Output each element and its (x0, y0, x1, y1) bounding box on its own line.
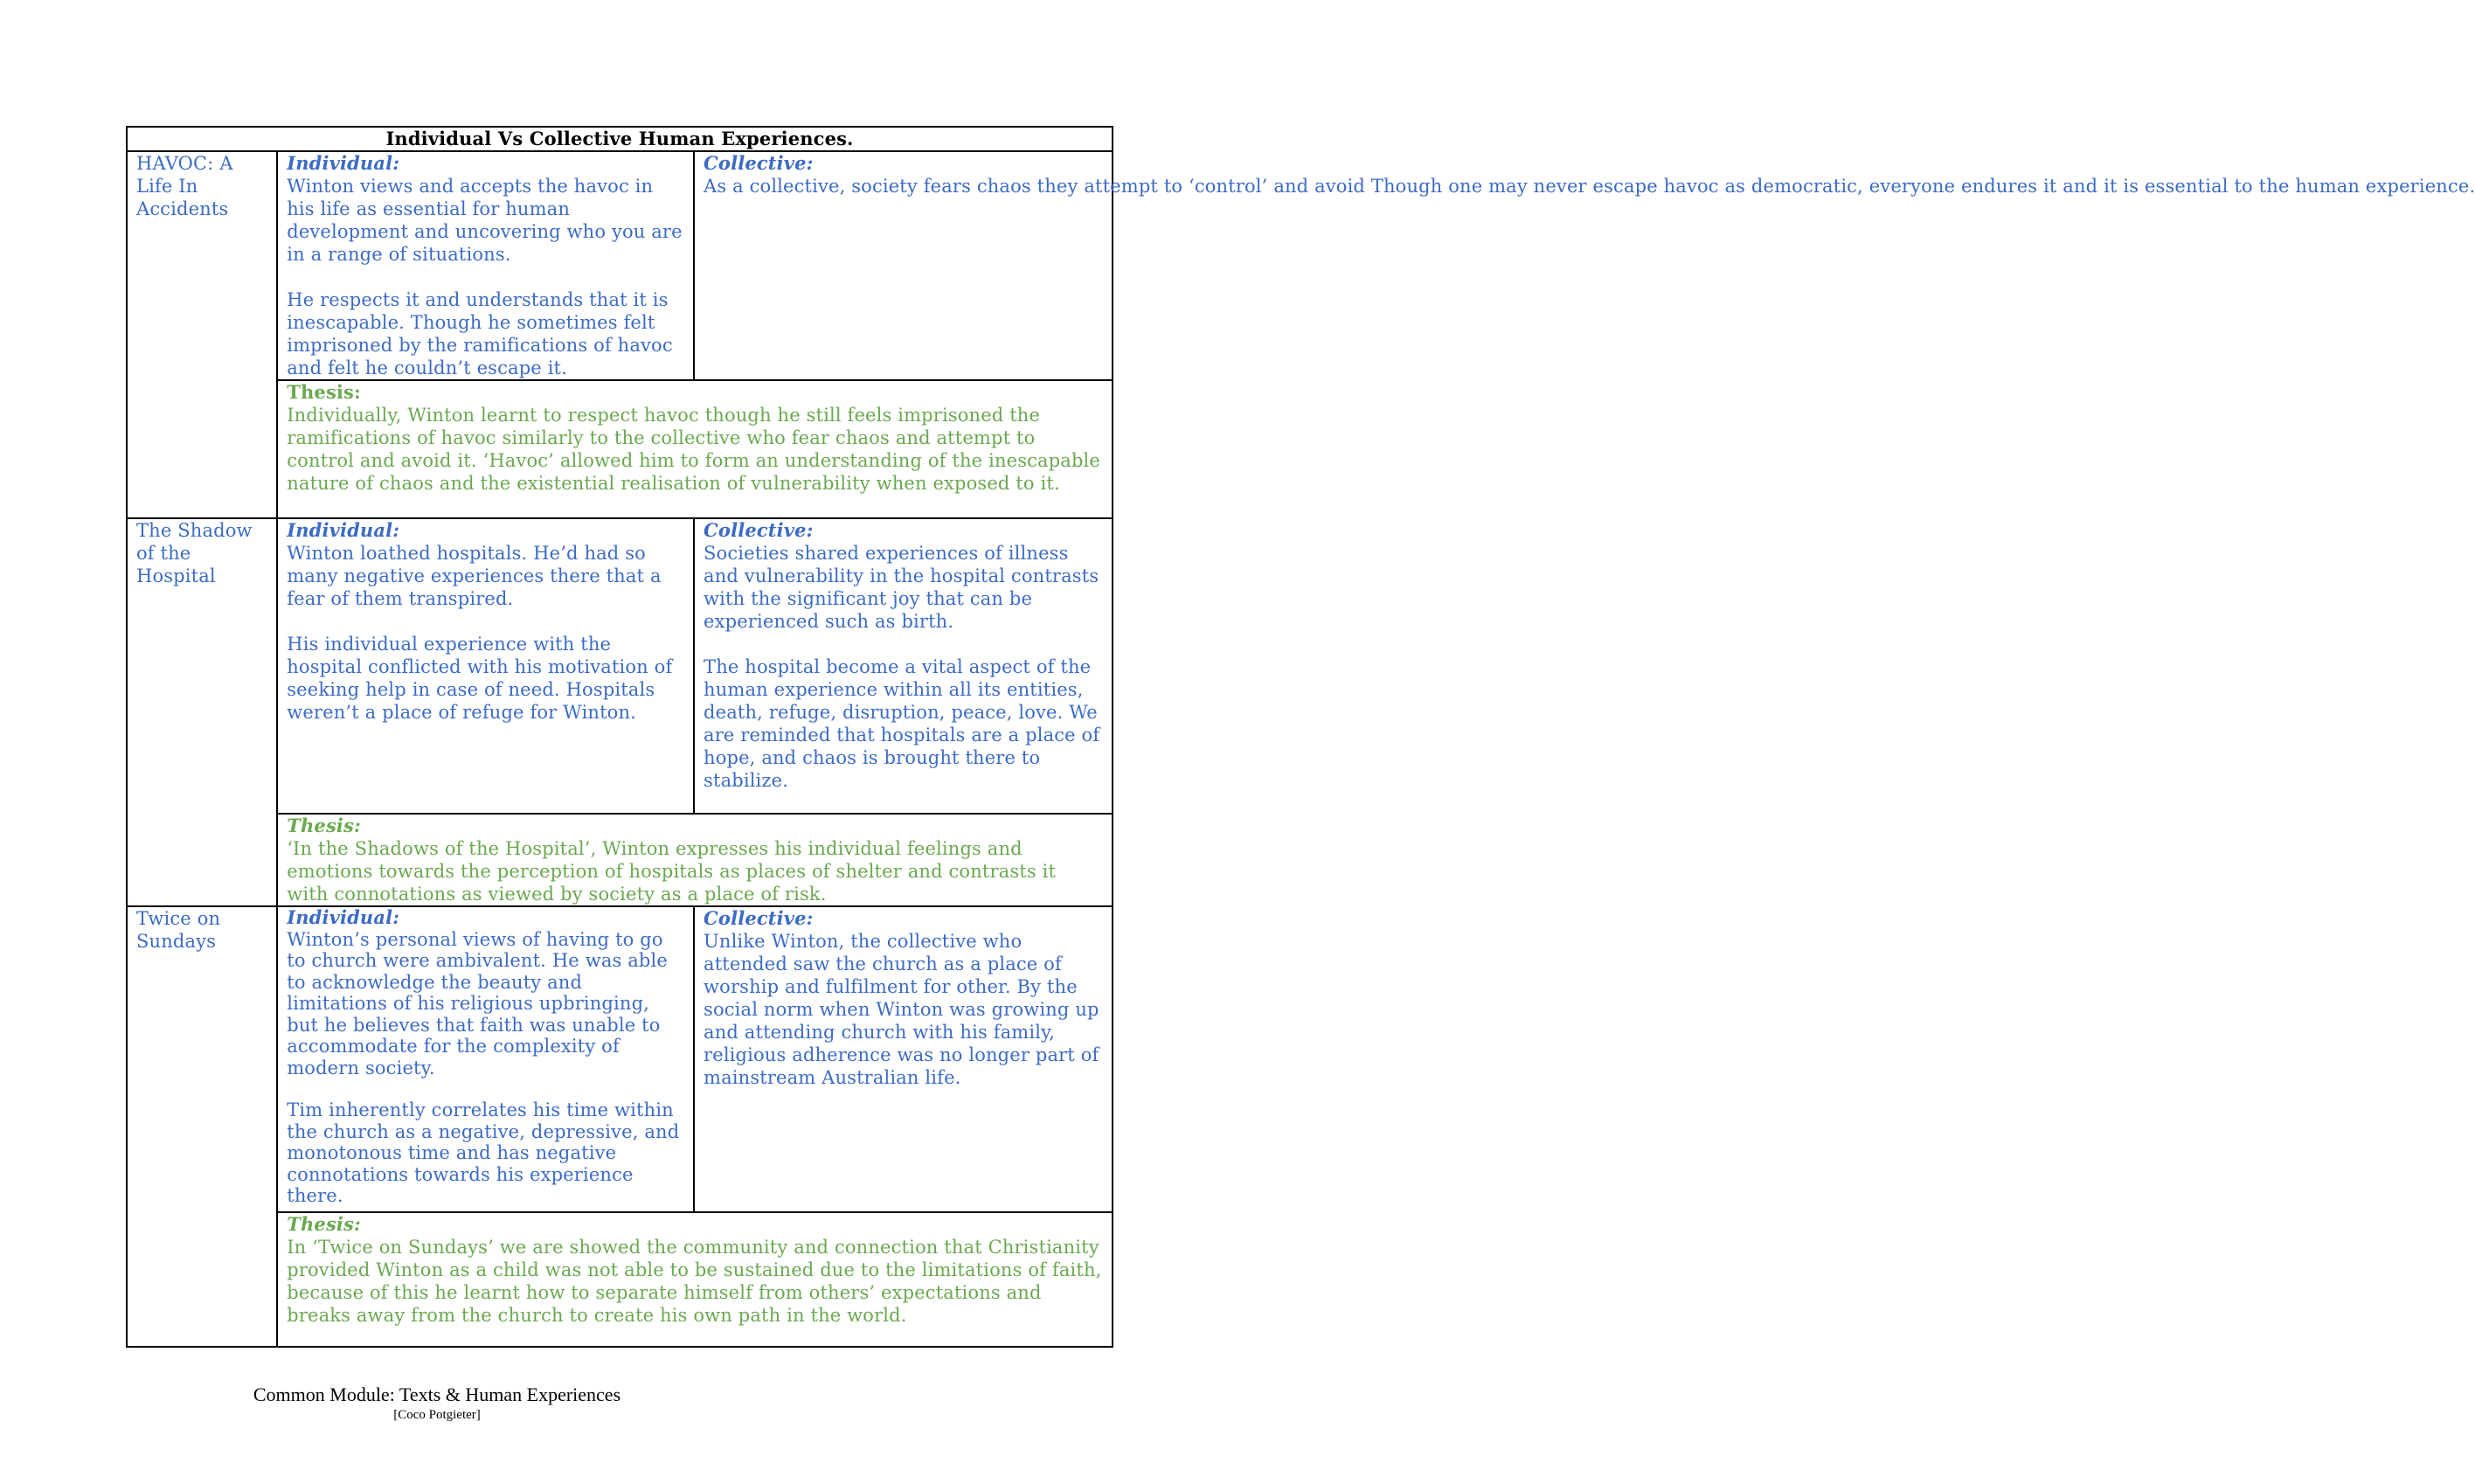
table-title-row (127, 127, 1113, 151)
thesis-label: Thesis: (287, 1213, 361, 1235)
individual-paragraph: Tim inherently correlates his time within the church as a negative, depressive, and monotonous time and has negative connotations towards his experience there. (287, 1099, 680, 1206)
table-wrapper (126, 126, 2475, 1342)
collective-paragraph: Unlike Winton, the collective who attended saw the church as a place of worship and fulfilment for other. By the social norm when Winton was growing up and attending church with his family, religious adherence was no longer part of mainstream Australian life. (704, 931, 1099, 1088)
individual-cell (277, 518, 694, 814)
thesis-cell (277, 1212, 1113, 1347)
table-row (127, 906, 1113, 1212)
collective-paragraph: As a collective, society fears chaos they attempt to ‘control’ and avoid Though one may never escape havoc as democratic, everyone endures it and it is essential to the human experience. (704, 176, 2475, 197)
individual-label: Individual: (287, 152, 400, 174)
individual-paragraph: Winton views and accepts the havoc in his life as essential for human development and uncovering who you are in a range of situations. (287, 176, 683, 265)
individual-paragraph: His individual experience with the hospital conflicted with his motivation of seeking help in case of need. Hospitals weren’t a place of refuge for Winton. (287, 634, 673, 723)
collective-cell (694, 906, 1113, 1212)
thesis-label: Thesis: (287, 815, 361, 836)
collective-cell (694, 151, 2475, 380)
page-footer (0, 1383, 1049, 1424)
thesis-label: Thesis: (287, 381, 361, 403)
collective-label: Collective: (704, 907, 814, 929)
individual-label: Individual: (287, 906, 400, 928)
thesis-text: Individually, Winton learnt to respect havoc though he still feels imprisoned the ramifications of havoc similarly to the collective who fear chaos and attempt to control and avoid it. ‘Havoc’ allowed him to form an understanding of the inescapable nature of chaos and the existential realisation of vulnerability when exposed to it. (287, 405, 1101, 494)
experiences-table (126, 126, 2475, 1348)
thesis-cell (277, 814, 1113, 906)
topic-cell: The Shadow of the Hospital (127, 518, 277, 906)
individual-label: Individual: (287, 519, 400, 541)
collective-paragraph: Societies shared experiences of illness and vulnerability in the hospital contrasts with the significant joy that can be experienced such as birth. (704, 543, 1099, 632)
individual-paragraph: He respects it and understands that it is inescapable. Though he sometimes felt imprisoned by the ramifications of havoc and felt he couldn’t escape it. (287, 289, 673, 378)
thesis-text: In ‘Twice on Sundays’ we are showed the community and connection that Christianity provided Winton as a child was not able to be sustained due to the limitations of faith, because of this he learnt how to separate himself from others’ expectations and breaks away from the church to create his own path in the world. (287, 1237, 1102, 1326)
table-title: Individual Vs Collective Human Experiences. (127, 127, 1113, 151)
collective-cell (694, 518, 1113, 814)
individual-cell (277, 906, 694, 1212)
topic-cell: HAVOC: A Life In Accidents (127, 151, 277, 518)
individual-cell (277, 151, 694, 380)
thesis-cell (277, 380, 1113, 518)
topic-cell: Twice on Sundays (127, 906, 277, 1347)
individual-paragraph: Winton loathed hospitals. He’d had so many negative experiences there that a fear of them transpired. (287, 543, 662, 609)
footer-module: Common Module: Texts & Human Experiences (253, 1383, 621, 1405)
collective-label: Collective: (704, 152, 814, 174)
table-row (127, 518, 1113, 814)
individual-paragraph: Winton’s personal views of having to go to church were ambivalent. He was able to acknowledge the beauty and limitations of his religious upbringing, but he believes that faith was unable to accommodate for the complexity of modern society. (287, 928, 668, 1078)
table-row (127, 151, 1113, 380)
thesis-text: ‘In the Shadows of the Hospital’, Winton expresses his individual feelings and emotions towards the perception of hospitals as places of shelter and contrasts it with connotations as viewed by society as a place of risk. (287, 838, 1057, 905)
collective-paragraph: The hospital become a vital aspect of the human experience within all its entities, death, refuge, disruption, peace, love. We are reminded that hospitals are a place of hope, and chaos is brought there to stabilize. (704, 656, 1100, 791)
collective-label: Collective: (704, 519, 814, 541)
footer-author: [Coco Potgieter] (393, 1408, 481, 1422)
